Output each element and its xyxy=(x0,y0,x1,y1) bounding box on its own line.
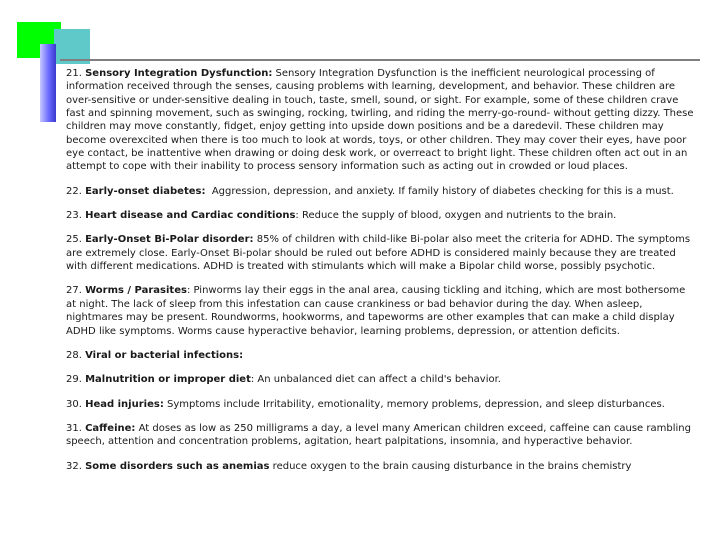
list-item: 22. Early-onset diabetes: Aggression, depression, and anxiety. If family history of diabetes checking for this is a must. xyxy=(66,185,674,197)
list-item: 27. Worms / Parasites: Pinworms lay their eggs in the anal area, causing tickling and itching, which are most bothersome at night. The lack of sleep from this infestation can cause crankiness or bad behavior during the day. When asleep, nightmares may be present. Roundworms, hookworms, and tapeworms are other examples that can make a child display ADHD like symptoms. Worms cause hyperactive behavior, learning problems, depression, or attention deficits. xyxy=(66,285,686,337)
decor-blue-bar xyxy=(40,44,56,122)
list-item: 28. Viral or bacterial infections: xyxy=(66,349,244,361)
list-item: 21. Sensory Integration Dysfunction: Sensory Integration Dysfunction is the inefficient neurological processing of information received through the senses, causing problems with learning, development, and behavior. These children are over-sensitive or under-sensitive dealing in touch, taste, smell, sound, or sight. For example, some of these children crave fast and spinning movement, such as swinging, rocking, twirling, and riding the merry-go-round- without getting dizzy. These children may move constantly, fidget, enjoy getting into upside down positions and be a daredevil. These children may become overexcited when there is too much to look at words, toys, or other children. They may cover their eyes, have poor eye contact, be inattentive when drawing or doing desk work, or overreact to bright light. These children often act out in an attempt to cope with their inability to process sensory information such as acting out in crowded or loud places. xyxy=(66,68,694,173)
list-item: 23. Heart disease and Cardiac conditions: Reduce the supply of blood, oxygen and nutrients to the brain. xyxy=(66,210,617,222)
list-item: 31. Caffeine: At doses as low as 250 milligrams a day, a level many American children exceed, caffeine can cause rambling speech, attention and concentration problems, agitation, heart palpitations, insomnia, and hyperactive behavior. xyxy=(66,422,691,448)
list-item: 29. Malnutrition or improper diet: An unbalanced diet can affect a child's behavior. xyxy=(66,374,501,386)
list-item: 30. Head injuries: Symptoms include Irritability, emotionality, memory problems, depression, and sleep disturbances. xyxy=(66,398,665,410)
list-item: 32. Some disorders such as anemias reduce oxygen to the brain causing disturbance in the brains chemistry xyxy=(66,460,632,472)
list-item: 25. Early-Onset Bi-Polar disorder: 85% of children with child-like Bi-polar also meet the criteria for ADHD. The symptoms are extremely close. Early-Onset Bi-polar should be ruled out before ADHD is considered mainly because they are treated with different medications. ADHD is treated with stimulants which will make a Bipolar child worse, possibly psychotic. xyxy=(66,234,691,273)
title-rule xyxy=(60,59,700,61)
slide-body xyxy=(66,67,698,484)
